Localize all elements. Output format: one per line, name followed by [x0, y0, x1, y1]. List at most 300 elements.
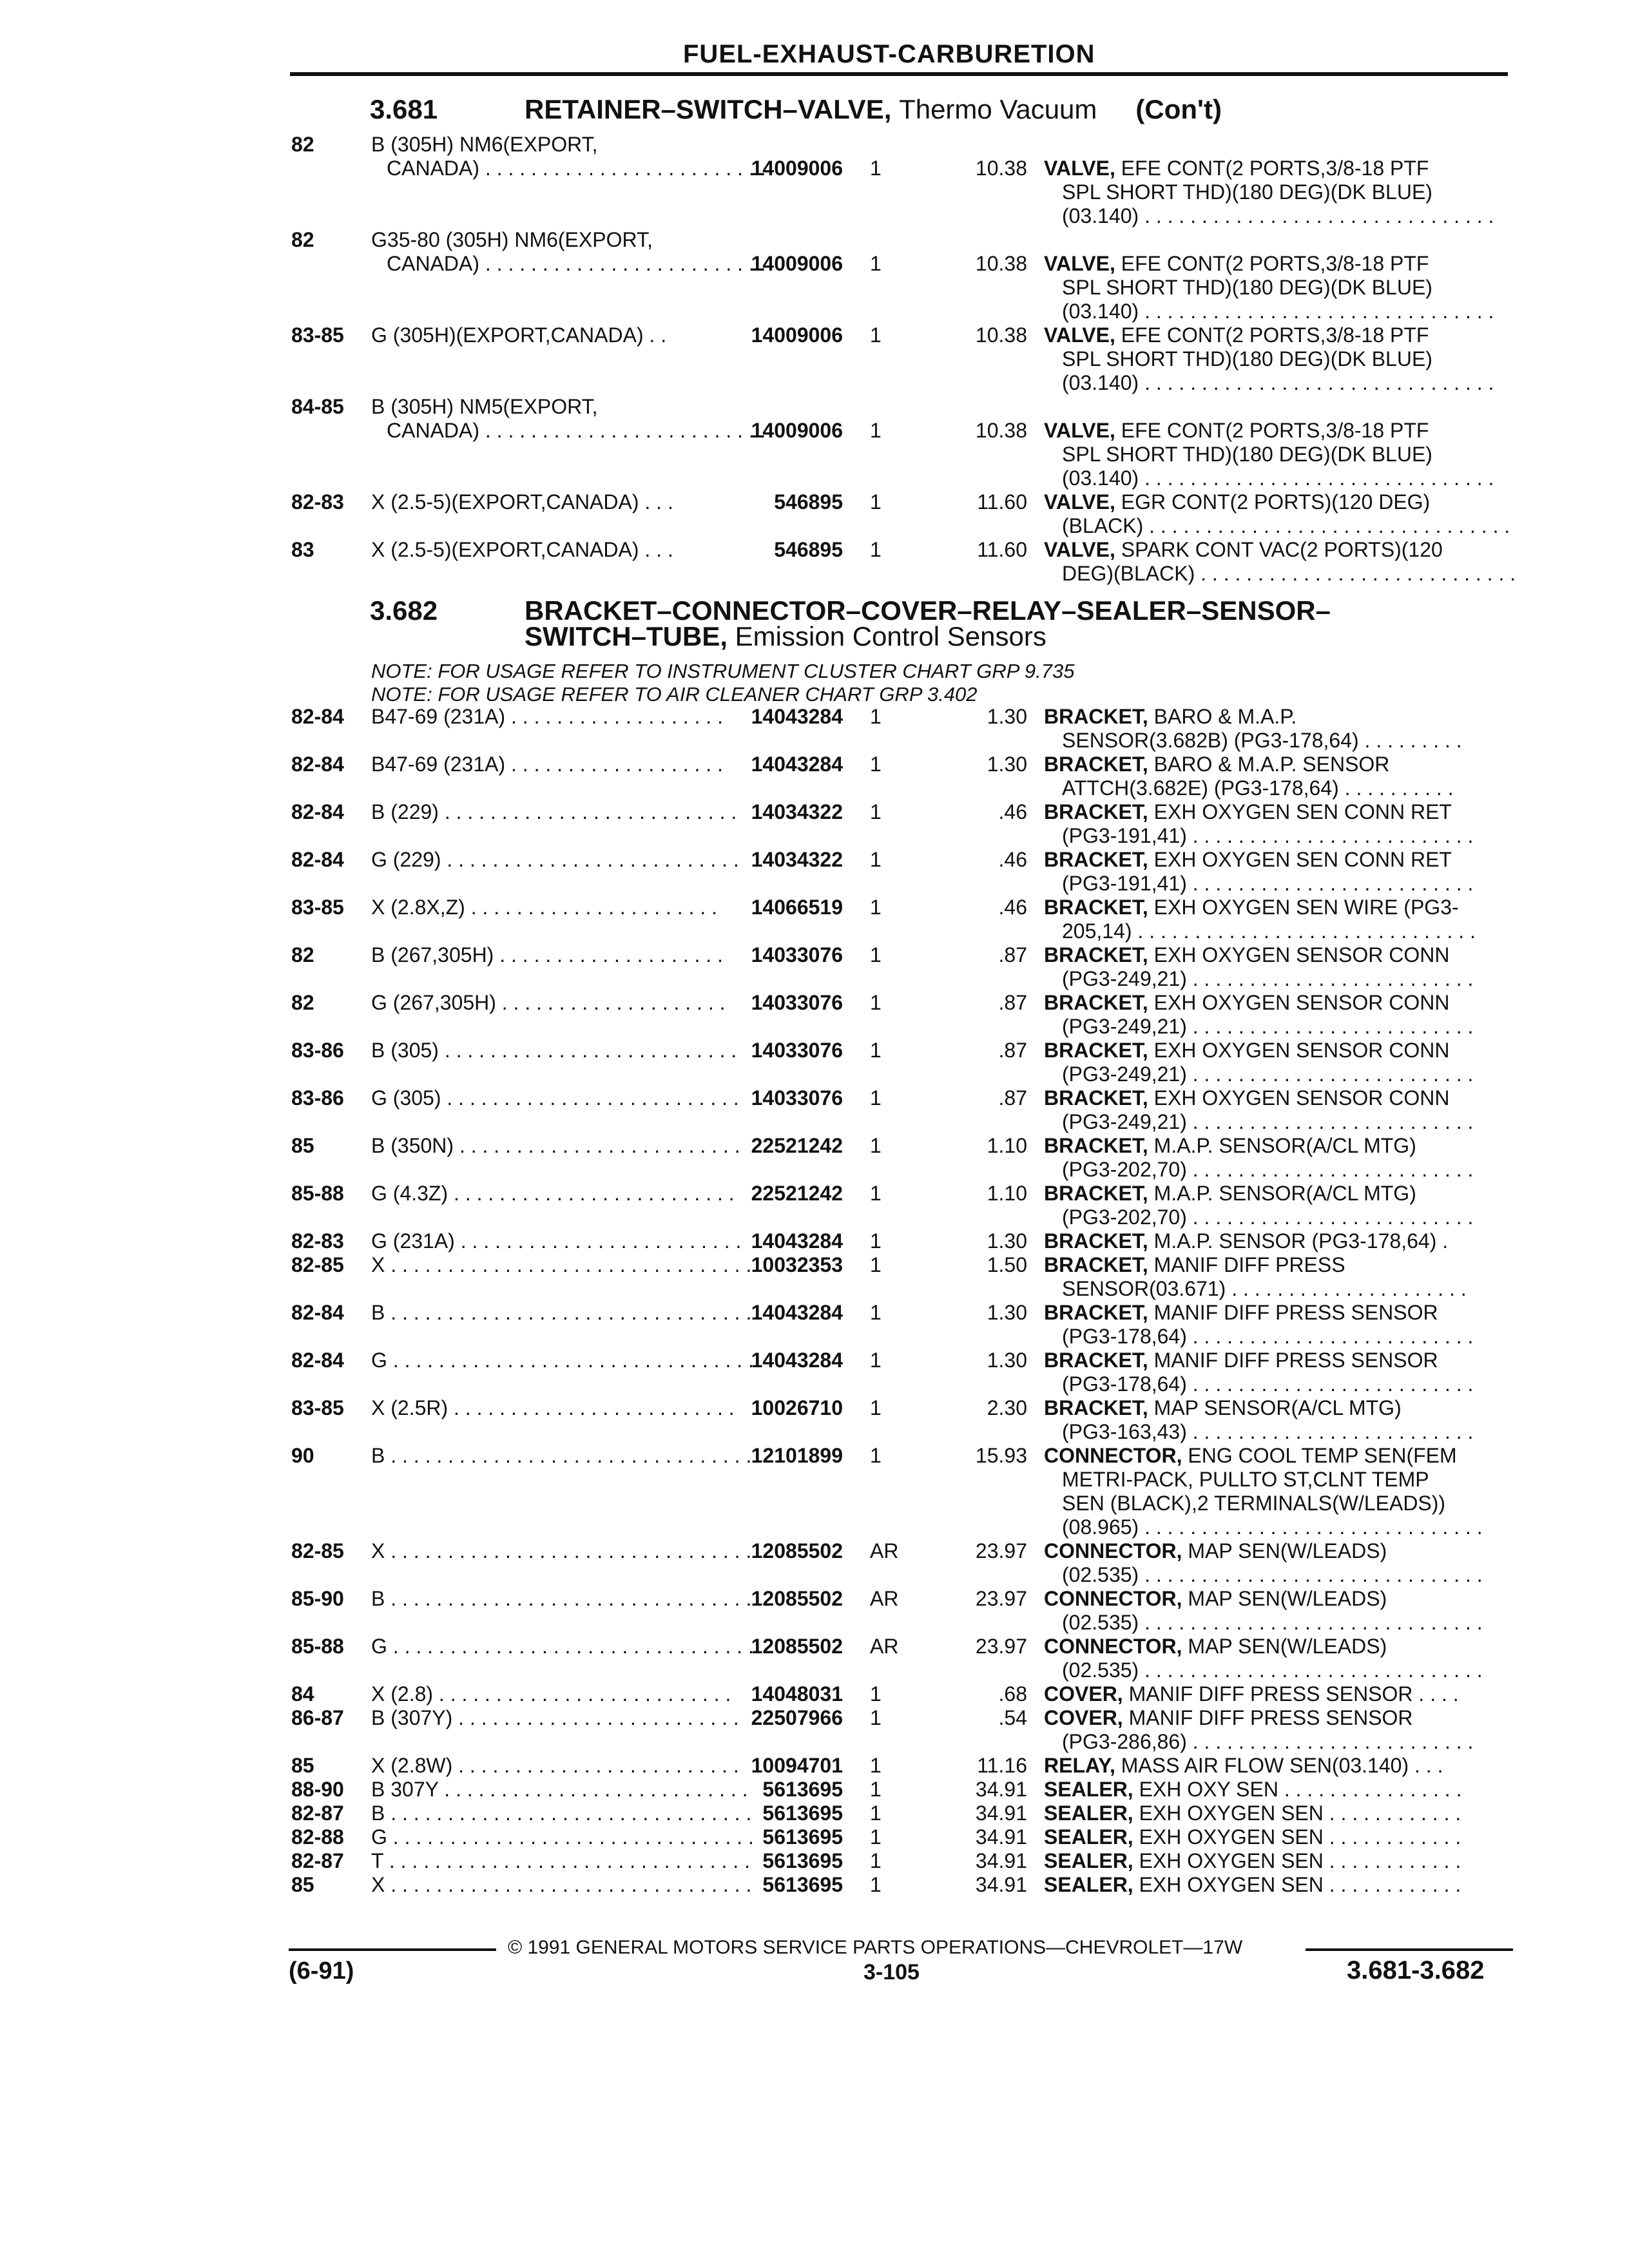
model-code: G . . . . . . . . . . . . . . . . . . . . . . . . . . . . . . . . — [371, 1825, 754, 1849]
model-year: 84-85 — [291, 395, 344, 418]
part-keyword: BRACKET, — [1044, 991, 1148, 1014]
part-description-text: (03.140) . . . . . . . . . . . . . . . . . . . . . . . . . . . . . . . — [1062, 371, 1494, 394]
model-year: 85 — [291, 1754, 314, 1777]
price: 23.97 — [975, 1539, 1027, 1562]
price: 1.10 — [987, 1134, 1027, 1157]
price: 23.97 — [975, 1635, 1027, 1658]
part-number: 10032353 — [751, 1253, 843, 1276]
price: 11.16 — [977, 1754, 1027, 1777]
part-description — [1044, 1873, 1508, 1897]
quantity: AR — [870, 1587, 899, 1610]
part-description-text: M.A.P. SENSOR (PG3-178,64) . — [1148, 1229, 1449, 1253]
part-keyword: BRACKET, — [1044, 753, 1148, 776]
price: .46 — [998, 848, 1027, 871]
model-year: 82-85 — [291, 1539, 344, 1562]
model-code: X (2.8X,Z) . . . . . . . . . . . . . . . . . . . . . . — [371, 896, 717, 919]
part-description-text: MAP SEN(W/LEADS) — [1182, 1539, 1387, 1562]
part-description-text: ENG COOL TEMP SEN(FEM — [1182, 1444, 1457, 1467]
part-description — [1044, 1802, 1508, 1825]
model-code: B . . . . . . . . . . . . . . . . . . . . . . . . . . . . . . . . — [371, 1301, 752, 1324]
model-code: G . . . . . . . . . . . . . . . . . . . . . . . . . . . . . . . . — [371, 1349, 754, 1372]
price: 34.91 — [975, 1849, 1027, 1872]
model-year: 82-84 — [291, 1349, 344, 1372]
part-description-text: ATTCH(3.682E) (PG3-178,64) . . . . . . . . . . — [1062, 776, 1454, 800]
part-description-text: M.A.P. SENSOR(A/CL MTG) — [1148, 1182, 1416, 1205]
part-description — [1062, 514, 1508, 538]
model-code: G (267,305H) . . . . . . . . . . . . . . . . . . . . — [371, 991, 726, 1014]
model-year: 90 — [291, 1444, 314, 1467]
model-year: 82-87 — [291, 1849, 344, 1872]
footer-date: (6-91) — [289, 1957, 354, 1984]
model-code: X . . . . . . . . . . . . . . . . . . . . . . . . . . . . . . . . — [371, 1873, 752, 1896]
quantity: 1 — [870, 1229, 882, 1253]
price: .87 — [998, 1039, 1027, 1062]
part-description-text: MANIF DIFF PRESS SENSOR — [1148, 1349, 1438, 1372]
part-number: 5613695 — [762, 1849, 843, 1872]
part-keyword: SEALER, — [1044, 1802, 1133, 1825]
quantity: 1 — [870, 1086, 882, 1110]
part-description-text: (PG3-249,21) . . . . . . . . . . . . . . . . . . . . . . . . . — [1062, 1015, 1474, 1038]
quantity: 1 — [870, 538, 882, 561]
part-description — [1044, 1682, 1508, 1706]
price: 1.30 — [987, 1349, 1027, 1372]
part-keyword: VALVE, — [1044, 157, 1115, 180]
part-description-text: M.A.P. SENSOR(A/CL MTG) — [1148, 1134, 1416, 1157]
quantity: 1 — [870, 419, 882, 442]
price: 23.97 — [975, 1587, 1027, 1610]
part-number: 14033076 — [751, 1086, 843, 1110]
part-description — [1044, 848, 1508, 872]
part-keyword: SEALER, — [1044, 1873, 1133, 1896]
model-code: G (4.3Z) . . . . . . . . . . . . . . . . . . . . . . . . . — [371, 1182, 735, 1205]
part-description-text: (03.140) . . . . . . . . . . . . . . . . . . . . . . . . . . . . . . . — [1062, 466, 1494, 490]
price: .46 — [998, 800, 1027, 823]
part-description-text: EXH OXYGEN SEN . . . . . . . . . . . . — [1133, 1802, 1461, 1825]
model-code: B (229) . . . . . . . . . . . . . . . . . . . . . . . . . . — [371, 800, 737, 823]
part-description-text: EXH OXYGEN SEN . . . . . . . . . . . . — [1133, 1849, 1461, 1872]
price: 34.91 — [975, 1778, 1027, 1801]
section-subtitle: Thermo Vacuum — [899, 94, 1097, 124]
part-description-text: (PG3-191,41) . . . . . . . . . . . . . . . . . . . . . . . . . — [1062, 872, 1474, 895]
part-description — [1062, 300, 1508, 323]
part-description-text: SPL SHORT THD)(180 DEG)(DK BLUE) — [1062, 180, 1432, 204]
model-code: B (305H) NM6(EXPORT, — [371, 133, 598, 156]
section-title-text: SWITCH–TUBE, — [525, 621, 728, 651]
part-description — [1062, 1563, 1508, 1587]
footer-page-number: 3-105 — [863, 1960, 920, 1984]
footer-section-ref: 3.681-3.682 — [1347, 1956, 1485, 1984]
quantity: 1 — [870, 1182, 882, 1205]
part-description — [1062, 1158, 1508, 1182]
part-keyword: BRACKET, — [1044, 1182, 1148, 1205]
price: 1.50 — [987, 1253, 1027, 1276]
quantity: 1 — [870, 1349, 882, 1372]
price: 10.38 — [975, 419, 1027, 442]
section-number: 3.681 — [370, 94, 438, 124]
model-code: B (267,305H) . . . . . . . . . . . . . . . . . . . . — [371, 943, 723, 966]
part-number: 22521242 — [751, 1182, 843, 1205]
part-keyword: BRACKET, — [1044, 896, 1148, 919]
price: 15.93 — [975, 1444, 1027, 1467]
part-keyword: BRACKET, — [1044, 1086, 1148, 1110]
model-code: B . . . . . . . . . . . . . . . . . . . . . . . . . . . . . . . . — [371, 1802, 752, 1825]
price: 10.38 — [975, 157, 1027, 180]
model-year: 82-84 — [291, 800, 344, 823]
part-description — [1062, 1611, 1508, 1635]
model-code: G . . . . . . . . . . . . . . . . . . . . . . . . . . . . . . . . — [371, 1635, 754, 1658]
model-code: X (2.5-5)(EXPORT,CANADA) . . . — [371, 490, 673, 514]
part-description — [1044, 1301, 1508, 1325]
part-number: 546895 — [774, 490, 843, 514]
part-description — [1062, 443, 1508, 466]
model-code: G35-80 (305H) NM6(EXPORT, — [371, 228, 653, 251]
part-keyword: VALVE, — [1044, 419, 1115, 442]
part-description — [1044, 323, 1508, 347]
model-code: T . . . . . . . . . . . . . . . . . . . . . . . . . . . . . . . . — [371, 1849, 750, 1872]
part-description-text: (BLACK) . . . . . . . . . . . . . . . . . . . . . . . . . . . . . . . . — [1062, 514, 1510, 537]
part-description — [1044, 800, 1508, 824]
part-description — [1044, 1825, 1508, 1849]
part-number: 22507966 — [751, 1706, 843, 1729]
model-code: X (2.5-5)(EXPORT,CANADA) . . . — [371, 538, 673, 561]
quantity: 1 — [870, 1754, 882, 1777]
part-description-text: (02.535) . . . . . . . . . . . . . . . . . . . . . . . . . . . . . . — [1062, 1658, 1483, 1682]
quantity: 1 — [870, 1825, 882, 1849]
part-description-text: SPL SHORT THD)(180 DEG)(DK BLUE) — [1062, 347, 1432, 370]
quantity: AR — [870, 1539, 899, 1562]
part-description — [1044, 1182, 1508, 1206]
model-year: 82-88 — [291, 1825, 344, 1849]
part-description-text: (PG3-178,64) . . . . . . . . . . . . . . . . . . . . . . . . . — [1062, 1325, 1474, 1348]
quantity: 1 — [870, 991, 882, 1014]
part-keyword: CONNECTOR, — [1044, 1539, 1182, 1562]
part-description — [1062, 1277, 1508, 1301]
part-keyword: BRACKET, — [1044, 1253, 1148, 1276]
part-description — [1044, 1706, 1508, 1730]
part-description-text: (PG3-202,70) . . . . . . . . . . . . . . . . . . . . . . . . . — [1062, 1206, 1474, 1229]
part-description-text: EFE CONT(2 PORTS,3/8-18 PTF — [1115, 323, 1429, 347]
footer-rule-left — [289, 1948, 496, 1951]
quantity: 1 — [870, 896, 882, 919]
quantity: 1 — [870, 1849, 882, 1872]
part-description — [1062, 1372, 1508, 1396]
part-number: 14033076 — [751, 1039, 843, 1062]
footer-rule-right — [1306, 1948, 1513, 1951]
quantity: 1 — [870, 1778, 882, 1801]
model-year: 83-85 — [291, 323, 344, 347]
price: 34.91 — [975, 1802, 1027, 1825]
quantity: 1 — [870, 252, 882, 275]
quantity: 1 — [870, 1706, 882, 1729]
part-number: 546895 — [774, 538, 843, 561]
model-code: X . . . . . . . . . . . . . . . . . . . . . . . . . . . . . . . . — [371, 1539, 752, 1562]
part-keyword: SEALER, — [1044, 1825, 1133, 1849]
part-description-text: EFE CONT(2 PORTS,3/8-18 PTF — [1115, 419, 1429, 442]
section-subtitle: Emission Control Sensors — [735, 621, 1046, 651]
part-keyword: BRACKET, — [1044, 800, 1148, 823]
part-description-text: SENSOR(3.682B) (PG3-178,64) . . . . . . . . . — [1062, 729, 1462, 752]
part-number: 5613695 — [762, 1825, 843, 1849]
price: .54 — [998, 1706, 1027, 1729]
part-description-text: (PG3-191,41) . . . . . . . . . . . . . . . . . . . . . . . . . — [1062, 824, 1474, 847]
part-description-text: SPARK CONT VAC(2 PORTS)(120 — [1115, 538, 1443, 561]
part-description — [1062, 1110, 1508, 1134]
part-description-text: (02.535) . . . . . . . . . . . . . . . . . . . . . . . . . . . . . . — [1062, 1563, 1483, 1586]
part-keyword: SEALER, — [1044, 1849, 1133, 1872]
part-description-text: BARO & M.A.P. SENSOR — [1148, 753, 1390, 776]
model-year: 82 — [291, 943, 314, 966]
part-description-text: EFE CONT(2 PORTS,3/8-18 PTF — [1115, 157, 1429, 180]
model-year: 83-86 — [291, 1039, 344, 1062]
part-description-text: METRI-PACK, PULLTO ST,CLNT TEMP — [1062, 1468, 1429, 1491]
part-description-text: (PG3-249,21) . . . . . . . . . . . . . . . . . . . . . . . . . — [1062, 967, 1474, 990]
part-description-text: (PG3-163,43) . . . . . . . . . . . . . . . . . . . . . . . . . — [1062, 1420, 1474, 1443]
model-year: 88-90 — [291, 1778, 344, 1801]
model-year: 82-84 — [291, 1301, 344, 1324]
section-title-line2 — [525, 621, 1046, 651]
part-number: 12085502 — [751, 1539, 843, 1562]
part-description-text: EXH OXYGEN SENSOR CONN — [1148, 1086, 1450, 1110]
model-code: CANADA) . . . . . . . . . . . . . . . . . . . . . . . . . — [387, 252, 766, 275]
part-description-text: (02.535) . . . . . . . . . . . . . . . . . . . . . . . . . . . . . . — [1062, 1611, 1483, 1634]
part-description — [1044, 1229, 1508, 1253]
model-year: 82-83 — [291, 490, 344, 514]
model-year: 82 — [291, 228, 314, 251]
part-description-text: MAP SEN(W/LEADS) — [1182, 1587, 1387, 1610]
quantity: 1 — [870, 1134, 882, 1157]
model-year: 82-84 — [291, 753, 344, 776]
price: 11.60 — [977, 490, 1027, 514]
usage-note: NOTE: FOR USAGE REFER TO INSTRUMENT CLUSTER CHART GRP 9.735 — [371, 660, 1075, 682]
part-description-text: EXH OXYGEN SEN WIRE (PG3- — [1148, 896, 1459, 919]
part-number: 14034322 — [751, 848, 843, 871]
part-description-text: MANIF DIFF PRESS SENSOR — [1148, 1301, 1438, 1324]
part-description — [1044, 1778, 1508, 1802]
part-description-text: EXH OXYGEN SEN . . . . . . . . . . . . — [1133, 1825, 1461, 1849]
part-keyword: BRACKET, — [1044, 848, 1148, 871]
model-code: B47-69 (231A) . . . . . . . . . . . . . . . . . . . — [371, 705, 723, 728]
part-description — [1062, 180, 1508, 204]
part-description-text: BARO & M.A.P. — [1148, 705, 1297, 728]
part-number: 10094701 — [751, 1754, 843, 1777]
part-number: 14066519 — [751, 896, 843, 919]
part-keyword: COVER, — [1044, 1682, 1123, 1706]
part-number: 5613695 — [762, 1778, 843, 1801]
price: .87 — [998, 1086, 1027, 1110]
usage-note: NOTE: FOR USAGE REFER TO AIR CLEANER CHART GRP 3.402 — [371, 683, 978, 706]
part-number: 14048031 — [751, 1682, 843, 1706]
price: .87 — [998, 991, 1027, 1014]
part-keyword: VALVE, — [1044, 538, 1115, 561]
model-code: G (229) . . . . . . . . . . . . . . . . . . . . . . . . . . — [371, 848, 739, 871]
quantity: 1 — [870, 1873, 882, 1896]
part-description — [1062, 967, 1508, 991]
price: 2.30 — [987, 1396, 1027, 1419]
quantity: 1 — [870, 1802, 882, 1825]
part-description — [1062, 1658, 1508, 1682]
part-description-text: (03.140) . . . . . . . . . . . . . . . . . . . . . . . . . . . . . . . — [1062, 204, 1494, 227]
model-year: 82-84 — [291, 848, 344, 871]
quantity: 1 — [870, 705, 882, 728]
section-continued: (Con't) — [1135, 94, 1222, 124]
model-code: B (307Y) . . . . . . . . . . . . . . . . . . . . . . . . . — [371, 1706, 739, 1729]
part-description-text: MASS AIR FLOW SEN(03.140) . . . — [1115, 1754, 1443, 1777]
page-header-title: FUEL-EXHAUST-CARBURETION — [683, 40, 1095, 68]
part-description-text: EXH OXYGEN SENSOR CONN — [1148, 943, 1450, 966]
model-year: 85-90 — [291, 1587, 344, 1610]
part-description-text: MAP SENSOR(A/CL MTG) — [1148, 1396, 1402, 1419]
part-number: 14043284 — [751, 1229, 843, 1253]
model-code: X . . . . . . . . . . . . . . . . . . . . . . . . . . . . . . . . — [371, 1253, 752, 1276]
part-description-text: SEN (BLACK),2 TERMINALS(W/LEADS)) — [1062, 1492, 1446, 1515]
model-year: 83 — [291, 538, 314, 561]
part-description — [1062, 371, 1508, 395]
part-description — [1062, 1492, 1508, 1515]
part-description-text: MANIF DIFF PRESS SENSOR . . . . — [1123, 1682, 1459, 1706]
part-description — [1044, 1039, 1508, 1062]
part-number: 5613695 — [762, 1802, 843, 1825]
part-description — [1062, 466, 1508, 490]
part-keyword: VALVE, — [1044, 490, 1115, 514]
part-description-text: MANIF DIFF PRESS — [1148, 1253, 1345, 1276]
part-description-text: (PG3-249,21) . . . . . . . . . . . . . . . . . . . . . . . . . — [1062, 1110, 1474, 1133]
part-description — [1062, 824, 1508, 848]
part-keyword: BRACKET, — [1044, 1229, 1148, 1253]
quantity: 1 — [870, 157, 882, 180]
price: .68 — [998, 1682, 1027, 1706]
part-keyword: CONNECTOR, — [1044, 1587, 1182, 1610]
part-description — [1062, 1206, 1508, 1229]
part-description — [1044, 157, 1508, 180]
part-number: 14033076 — [751, 991, 843, 1014]
model-code: B . . . . . . . . . . . . . . . . . . . . . . . . . . . . . . . . — [371, 1587, 752, 1610]
part-description-text: EXH OXYGEN SEN CONN RET — [1148, 800, 1452, 823]
part-description — [1044, 1134, 1508, 1158]
part-description — [1044, 1539, 1508, 1563]
quantity: 1 — [870, 1253, 882, 1276]
part-description-text: EGR CONT(2 PORTS)(120 DEG) — [1115, 490, 1431, 514]
part-description-text: MAP SEN(W/LEADS) — [1182, 1635, 1387, 1658]
part-number: 14043284 — [751, 753, 843, 776]
part-number: 14043284 — [751, 1349, 843, 1372]
part-number: 12101899 — [751, 1444, 843, 1467]
part-description — [1062, 872, 1508, 896]
price: 1.30 — [987, 1229, 1027, 1253]
price: 34.91 — [975, 1825, 1027, 1849]
part-number: 5613695 — [762, 1873, 843, 1896]
quantity: 1 — [870, 490, 882, 514]
section-title-text: RETAINER–SWITCH–VALVE, — [525, 94, 892, 124]
part-keyword: VALVE, — [1044, 323, 1115, 347]
part-description-text: MANIF DIFF PRESS SENSOR — [1123, 1706, 1413, 1729]
part-keyword: BRACKET, — [1044, 1349, 1148, 1372]
price: 1.10 — [987, 1182, 1027, 1205]
footer-copyright: © 1991 GENERAL MOTORS SERVICE PARTS OPERATIONS—CHEVROLET—17W — [508, 1937, 1243, 1958]
quantity: 1 — [870, 753, 882, 776]
price: 34.91 — [975, 1873, 1027, 1896]
part-keyword: COVER, — [1044, 1706, 1123, 1729]
part-description — [1044, 419, 1508, 443]
model-year: 82-84 — [291, 705, 344, 728]
part-description — [1062, 1062, 1508, 1086]
part-description — [1044, 1849, 1508, 1873]
quantity: 1 — [870, 1396, 882, 1419]
part-keyword: BRACKET, — [1044, 943, 1148, 966]
part-number: 14034322 — [751, 800, 843, 823]
part-description — [1044, 896, 1508, 919]
part-description — [1062, 1515, 1508, 1539]
quantity: 1 — [870, 800, 882, 823]
model-code: B (305H) NM5(EXPORT, — [371, 395, 598, 418]
model-code: X (2.5R) . . . . . . . . . . . . . . . . . . . . . . . . . — [371, 1396, 735, 1419]
quantity: 1 — [870, 848, 882, 871]
header-rule — [290, 72, 1508, 76]
price: 10.38 — [975, 323, 1027, 347]
price: 1.30 — [987, 705, 1027, 728]
part-description — [1044, 943, 1508, 967]
section-title — [525, 94, 1222, 124]
part-number: 14043284 — [751, 1301, 843, 1324]
part-description — [1062, 276, 1508, 300]
part-description — [1044, 1349, 1508, 1372]
model-code: G (305) . . . . . . . . . . . . . . . . . . . . . . . . . . — [371, 1086, 739, 1110]
part-description — [1062, 1468, 1508, 1492]
part-description — [1062, 204, 1508, 228]
part-description-text: (PG3-249,21) . . . . . . . . . . . . . . . . . . . . . . . . . — [1062, 1062, 1474, 1086]
part-description — [1044, 1396, 1508, 1420]
model-year: 85 — [291, 1873, 314, 1896]
part-description-text: SPL SHORT THD)(180 DEG)(DK BLUE) — [1062, 443, 1432, 466]
model-code: B (305) . . . . . . . . . . . . . . . . . . . . . . . . . . — [371, 1039, 737, 1062]
part-description-text: SPL SHORT THD)(180 DEG)(DK BLUE) — [1062, 276, 1432, 299]
part-keyword: BRACKET, — [1044, 705, 1148, 728]
quantity: 1 — [870, 1682, 882, 1706]
part-description — [1062, 919, 1508, 943]
model-code: G (231A) . . . . . . . . . . . . . . . . . . . . . . . . . — [371, 1229, 742, 1253]
part-description-text: EFE CONT(2 PORTS,3/8-18 PTF — [1115, 252, 1429, 275]
part-description — [1044, 1635, 1508, 1658]
part-number: 14033076 — [751, 943, 843, 966]
part-description — [1044, 1253, 1508, 1277]
quantity: 1 — [870, 1444, 882, 1467]
part-description — [1044, 1086, 1508, 1110]
part-keyword: CONNECTOR, — [1044, 1635, 1182, 1658]
part-description-text: SENSOR(03.671) . . . . . . . . . . . . . . . . . . . . . — [1062, 1277, 1467, 1300]
part-description — [1062, 562, 1516, 586]
part-number: 14043284 — [751, 705, 843, 728]
part-description — [1062, 1730, 1508, 1754]
part-description — [1062, 347, 1508, 371]
part-number: 12085502 — [751, 1635, 843, 1658]
part-description-text: EXH OXYGEN SEN CONN RET — [1148, 848, 1452, 871]
price: 10.38 — [975, 252, 1027, 275]
part-keyword: BRACKET, — [1044, 1039, 1148, 1062]
model-code: B 307Y . . . . . . . . . . . . . . . . . . . . . . . . . . . — [371, 1778, 748, 1801]
part-description — [1062, 776, 1508, 800]
part-description — [1044, 753, 1508, 776]
part-description-text: (PG3-202,70) . . . . . . . . . . . . . . . . . . . . . . . . . — [1062, 1158, 1474, 1181]
part-description-text: 205,14) . . . . . . . . . . . . . . . . . . . . . . . . . . . . . . — [1062, 919, 1476, 943]
part-description-text: EXH OXYGEN SEN . . . . . . . . . . . . — [1133, 1873, 1461, 1896]
model-year: 84 — [291, 1682, 314, 1706]
part-description — [1062, 1325, 1508, 1349]
quantity: 1 — [870, 1039, 882, 1062]
part-description — [1062, 1420, 1508, 1444]
section-number: 3.682 — [370, 595, 438, 626]
price: .46 — [998, 896, 1027, 919]
section-title: BRACKET–CONNECTOR–COVER–RELAY–SEALER–SENSOR– — [525, 595, 1331, 626]
part-description — [1044, 252, 1508, 276]
